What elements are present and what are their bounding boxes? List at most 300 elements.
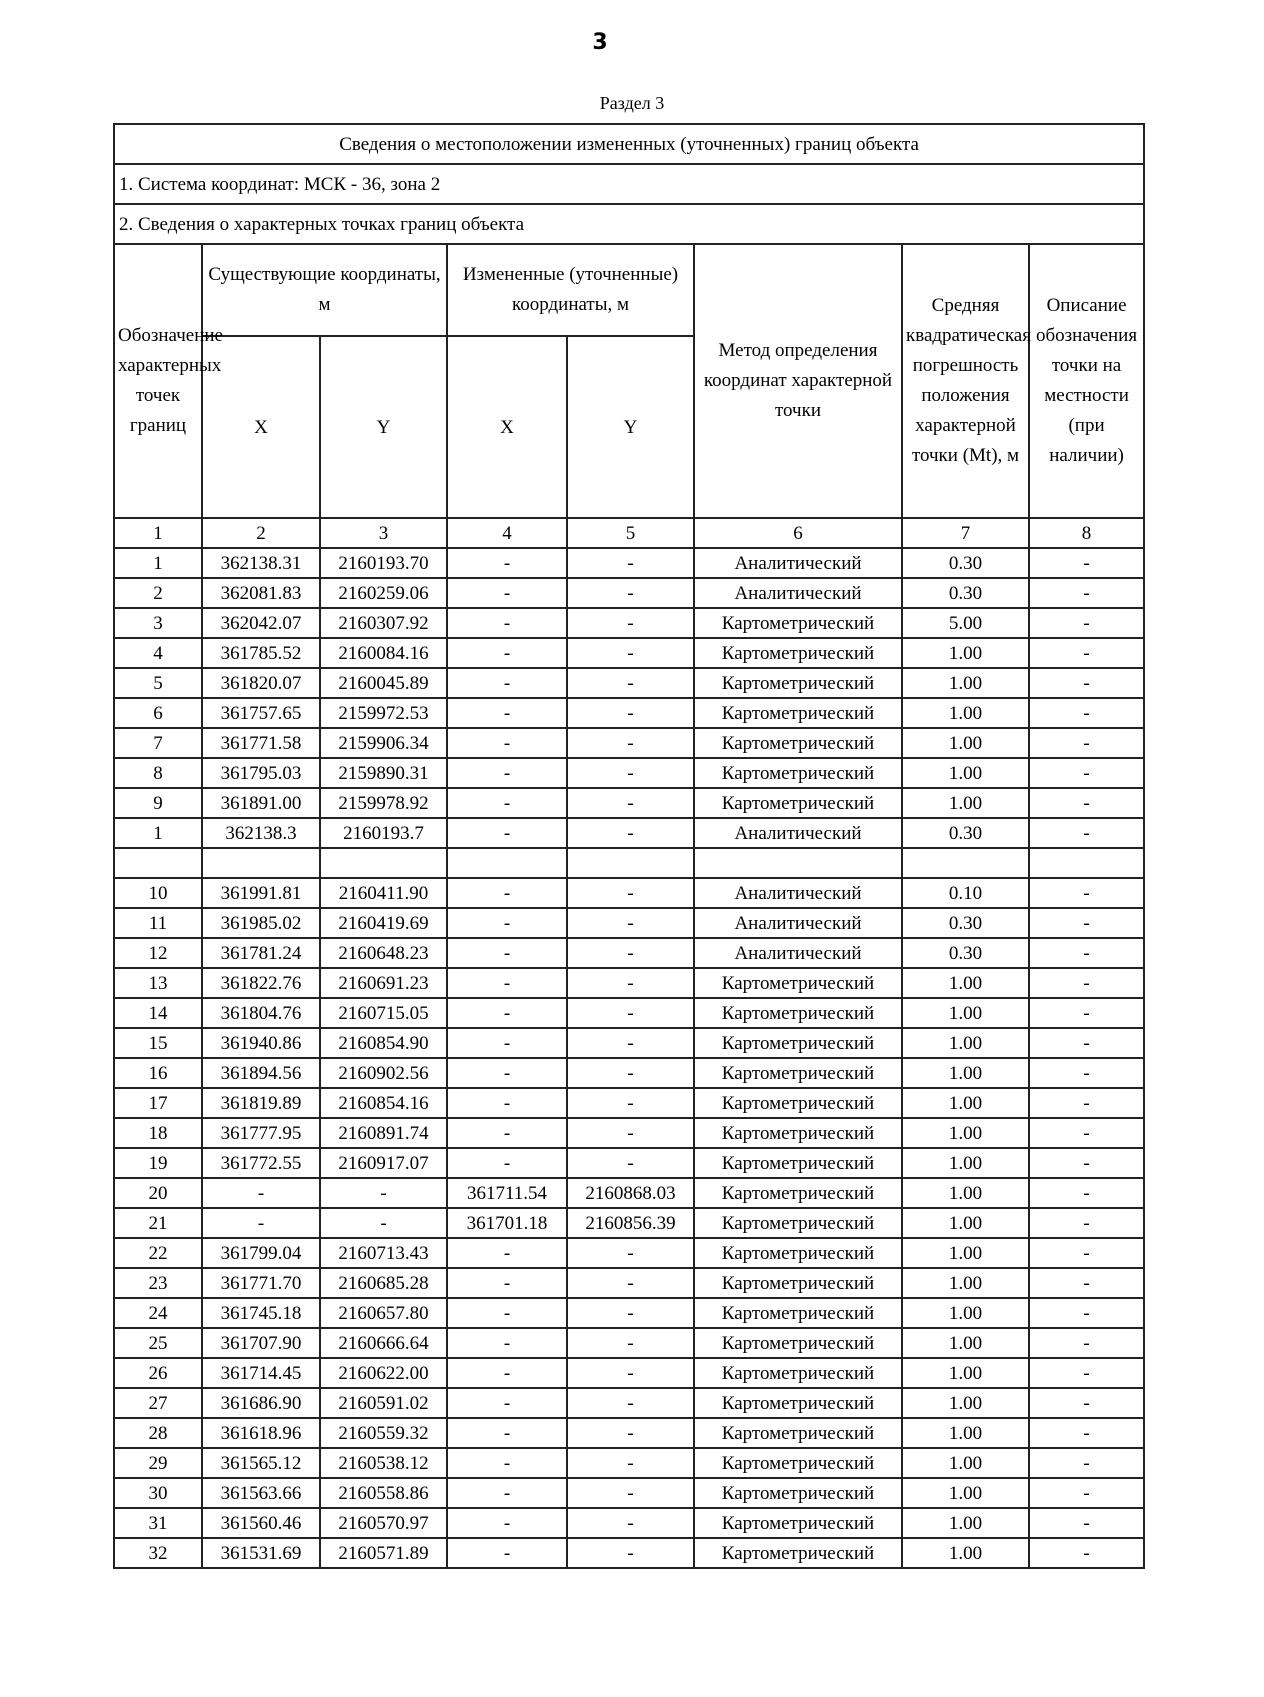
- table-row: [114, 1448, 1144, 1478]
- description-cell: -: [1029, 758, 1144, 788]
- x-existing-cell: 361991.81: [202, 878, 320, 908]
- x-existing-cell: 361795.03: [202, 758, 320, 788]
- table-row: [114, 578, 1144, 608]
- mean-error-cell: 1.00: [902, 698, 1029, 728]
- mean-error-cell: 1.00: [902, 788, 1029, 818]
- y-changed-cell: -: [567, 1418, 694, 1448]
- description-cell: -: [1029, 1538, 1144, 1568]
- method-cell: Картометрический: [694, 998, 902, 1028]
- y-existing-cell: 2160571.89: [320, 1538, 447, 1568]
- method-cell: Картометрический: [694, 1148, 902, 1178]
- y-existing-cell: 2160622.00: [320, 1358, 447, 1388]
- point-id-cell: 6: [114, 698, 202, 728]
- x-changed-cell: -: [447, 728, 567, 758]
- x-changed-cell: -: [447, 818, 567, 848]
- table-row: [114, 728, 1144, 758]
- x-existing-cell: 361771.70: [202, 1268, 320, 1298]
- y-changed-cell: -: [567, 998, 694, 1028]
- y-changed-cell: [567, 848, 694, 878]
- mean-error-cell: 1.00: [902, 1478, 1029, 1508]
- x-changed-cell: -: [447, 1388, 567, 1418]
- mean-error-cell: 0.30: [902, 908, 1029, 938]
- x-changed-cell: -: [447, 1328, 567, 1358]
- description-cell: -: [1029, 1478, 1144, 1508]
- y-existing-cell: 2160854.90: [320, 1028, 447, 1058]
- point-id-cell: 26: [114, 1358, 202, 1388]
- mean-error-cell: 0.30: [902, 548, 1029, 578]
- point-id-cell: 20: [114, 1178, 202, 1208]
- point-id-cell: 18: [114, 1118, 202, 1148]
- point-id-cell: 14: [114, 998, 202, 1028]
- x-changed-cell: -: [447, 908, 567, 938]
- table-row: [114, 1508, 1144, 1538]
- mean-error-cell: 1.00: [902, 1448, 1029, 1478]
- y-changed-cell: -: [567, 1358, 694, 1388]
- mean-error-cell: 1.00: [902, 1538, 1029, 1568]
- description-cell: -: [1029, 1268, 1144, 1298]
- x-changed-cell: -: [447, 698, 567, 728]
- x-existing-cell: 361985.02: [202, 908, 320, 938]
- x-changed-cell: -: [447, 1298, 567, 1328]
- table-row: [114, 1358, 1144, 1388]
- y-changed-cell: 2160868.03: [567, 1178, 694, 1208]
- table-row: [114, 908, 1144, 938]
- method-cell: Картометрический: [694, 638, 902, 668]
- mean-error-cell: [902, 848, 1029, 878]
- mean-error-cell: 1.00: [902, 1028, 1029, 1058]
- y-existing-cell: 2160411.90: [320, 878, 447, 908]
- description-cell: -: [1029, 938, 1144, 968]
- point-id-cell: 28: [114, 1418, 202, 1448]
- points-info: 2. Сведения о характерных точках границ объекта: [114, 204, 1144, 244]
- method-cell: Картометрический: [694, 1208, 902, 1238]
- header-existing-coords: Существующие координаты, м: [202, 244, 447, 336]
- y-existing-cell: 2160902.56: [320, 1058, 447, 1088]
- description-cell: -: [1029, 608, 1144, 638]
- x-existing-cell: 361757.65: [202, 698, 320, 728]
- point-id-cell: 9: [114, 788, 202, 818]
- method-cell: Картометрический: [694, 1118, 902, 1148]
- y-existing-cell: 2160538.12: [320, 1448, 447, 1478]
- point-id-cell: [114, 848, 202, 878]
- y-changed-cell: -: [567, 1118, 694, 1148]
- x-changed-cell: -: [447, 1088, 567, 1118]
- y-existing-cell: 2160657.80: [320, 1298, 447, 1328]
- table-row: [114, 938, 1144, 968]
- x-existing-cell: 361804.76: [202, 998, 320, 1028]
- y-changed-cell: -: [567, 968, 694, 998]
- y-existing-cell: -: [320, 1208, 447, 1238]
- description-cell: -: [1029, 578, 1144, 608]
- x-changed-cell: -: [447, 758, 567, 788]
- section-label: Раздел 3: [599, 93, 665, 113]
- y-changed-cell: -: [567, 938, 694, 968]
- point-id-cell: 15: [114, 1028, 202, 1058]
- y-changed-cell: 2160856.39: [567, 1208, 694, 1238]
- x-changed-cell: -: [447, 1148, 567, 1178]
- x-existing-cell: 361560.46: [202, 1508, 320, 1538]
- point-id-cell: 17: [114, 1088, 202, 1118]
- description-cell: -: [1029, 1358, 1144, 1388]
- mean-error-cell: 1.00: [902, 1508, 1029, 1538]
- point-id-cell: 29: [114, 1448, 202, 1478]
- y-changed-cell: -: [567, 728, 694, 758]
- x-changed-cell: -: [447, 1238, 567, 1268]
- point-id-cell: 4: [114, 638, 202, 668]
- mean-error-cell: 1.00: [902, 638, 1029, 668]
- x-existing-cell: 362138.3: [202, 818, 320, 848]
- table-row: [114, 1538, 1144, 1568]
- description-cell: -: [1029, 1088, 1144, 1118]
- x-changed-cell: [447, 848, 567, 878]
- column-number: 4: [447, 518, 567, 548]
- y-existing-cell: 2160558.86: [320, 1478, 447, 1508]
- table-row: [114, 1238, 1144, 1268]
- y-changed-cell: -: [567, 1328, 694, 1358]
- point-id-cell: 19: [114, 1148, 202, 1178]
- column-number: 2: [202, 518, 320, 548]
- description-cell: -: [1029, 968, 1144, 998]
- point-id-cell: 8: [114, 758, 202, 788]
- point-id-cell: 12: [114, 938, 202, 968]
- method-cell: Картометрический: [694, 1088, 902, 1118]
- table-row: [114, 968, 1144, 998]
- point-id-cell: 10: [114, 878, 202, 908]
- method-cell: Картометрический: [694, 698, 902, 728]
- point-id-cell: 30: [114, 1478, 202, 1508]
- method-cell: Картометрический: [694, 788, 902, 818]
- x-existing-cell: -: [202, 1178, 320, 1208]
- y-changed-cell: -: [567, 638, 694, 668]
- x-changed-cell: -: [447, 668, 567, 698]
- method-cell: Картометрический: [694, 1538, 902, 1568]
- description-cell: -: [1029, 728, 1144, 758]
- point-id-cell: 2: [114, 578, 202, 608]
- y-changed-cell: -: [567, 1388, 694, 1418]
- table-row: [114, 608, 1144, 638]
- coord-system-row: [114, 164, 1144, 204]
- y-changed-cell: -: [567, 548, 694, 578]
- point-id-cell: 11: [114, 908, 202, 938]
- x-existing-cell: 361618.96: [202, 1418, 320, 1448]
- header-description: Описание обозначения точки на местности (при наличии): [1029, 244, 1144, 518]
- x-existing-cell: 362081.83: [202, 578, 320, 608]
- x-changed-cell: -: [447, 1028, 567, 1058]
- x-existing-cell: 361771.58: [202, 728, 320, 758]
- description-cell: -: [1029, 1028, 1144, 1058]
- x-existing-cell: 361785.52: [202, 638, 320, 668]
- table-title: Сведения о местоположении измененных (уточненных) границ объекта: [114, 124, 1144, 164]
- table-row: [114, 1148, 1144, 1178]
- method-cell: Картометрический: [694, 968, 902, 998]
- description-cell: -: [1029, 698, 1144, 728]
- y-existing-cell: 2160193.70: [320, 548, 447, 578]
- method-cell: Картометрический: [694, 1028, 902, 1058]
- y-changed-cell: -: [567, 1148, 694, 1178]
- table-row: [114, 1478, 1144, 1508]
- description-cell: -: [1029, 638, 1144, 668]
- x-changed-cell: -: [447, 1058, 567, 1088]
- separator-row: [114, 848, 1144, 878]
- table-row: [114, 1178, 1144, 1208]
- y-existing-cell: 2160691.23: [320, 968, 447, 998]
- description-cell: -: [1029, 818, 1144, 848]
- method-cell: Аналитический: [694, 818, 902, 848]
- coord-system: 1. Система координат: МСК - 36, зона 2: [114, 164, 1144, 204]
- x-existing-cell: 361563.66: [202, 1478, 320, 1508]
- x-existing-cell: 361565.12: [202, 1448, 320, 1478]
- method-cell: Картометрический: [694, 1478, 902, 1508]
- point-id-cell: 5: [114, 668, 202, 698]
- method-cell: [694, 848, 902, 878]
- description-cell: -: [1029, 1508, 1144, 1538]
- x-changed-cell: 361711.54: [447, 1178, 567, 1208]
- mean-error-cell: 1.00: [902, 1268, 1029, 1298]
- x-existing-cell: 361820.07: [202, 668, 320, 698]
- y-existing-cell: 2160648.23: [320, 938, 447, 968]
- method-cell: Картометрический: [694, 608, 902, 638]
- table-row: [114, 758, 1144, 788]
- x-existing-cell: 361894.56: [202, 1058, 320, 1088]
- x-changed-cell: -: [447, 1448, 567, 1478]
- point-id-cell: 3: [114, 608, 202, 638]
- y-existing-cell: 2160419.69: [320, 908, 447, 938]
- y-changed-cell: -: [567, 668, 694, 698]
- column-number-row: [114, 518, 1144, 548]
- x-changed-cell: -: [447, 578, 567, 608]
- header-designation: Обозначение характерных точек границ: [114, 244, 202, 518]
- header-method: Метод определения координат характерной точки: [694, 244, 902, 518]
- point-id-cell: 25: [114, 1328, 202, 1358]
- method-cell: Аналитический: [694, 938, 902, 968]
- point-id-cell: 21: [114, 1208, 202, 1238]
- y-existing-cell: [320, 848, 447, 878]
- description-cell: -: [1029, 1298, 1144, 1328]
- description-cell: -: [1029, 1238, 1144, 1268]
- method-cell: Картометрический: [694, 1058, 902, 1088]
- x-existing-cell: 362042.07: [202, 608, 320, 638]
- x-existing-cell: 361777.95: [202, 1118, 320, 1148]
- description-cell: [1029, 848, 1144, 878]
- description-cell: -: [1029, 908, 1144, 938]
- mean-error-cell: 1.00: [902, 668, 1029, 698]
- table-row: [114, 818, 1144, 848]
- x-changed-cell: -: [447, 608, 567, 638]
- description-cell: -: [1029, 998, 1144, 1028]
- table-row: [114, 1418, 1144, 1448]
- mean-error-cell: 1.00: [902, 1388, 1029, 1418]
- mean-error-cell: 1.00: [902, 1298, 1029, 1328]
- mean-error-cell: 1.00: [902, 1208, 1029, 1238]
- description-cell: -: [1029, 548, 1144, 578]
- description-cell: -: [1029, 788, 1144, 818]
- y-existing-cell: 2160854.16: [320, 1088, 447, 1118]
- y-changed-cell: -: [567, 1508, 694, 1538]
- point-id-cell: 24: [114, 1298, 202, 1328]
- x-existing-cell: 361707.90: [202, 1328, 320, 1358]
- x-changed-cell: -: [447, 998, 567, 1028]
- description-cell: -: [1029, 1148, 1144, 1178]
- table-row: [114, 1118, 1144, 1148]
- mean-error-cell: 1.00: [902, 968, 1029, 998]
- method-cell: Картометрический: [694, 668, 902, 698]
- x-existing-cell: 361822.76: [202, 968, 320, 998]
- y-changed-cell: -: [567, 1448, 694, 1478]
- x-existing-cell: 361940.86: [202, 1028, 320, 1058]
- x-existing-cell: 362138.31: [202, 548, 320, 578]
- method-cell: Картометрический: [694, 758, 902, 788]
- x-changed-cell: -: [447, 1478, 567, 1508]
- header-x-changed: X: [447, 336, 567, 518]
- method-cell: Картометрический: [694, 1298, 902, 1328]
- method-cell: Картометрический: [694, 1388, 902, 1418]
- method-cell: Картометрический: [694, 1238, 902, 1268]
- points-info-row: [114, 204, 1144, 244]
- x-changed-cell: -: [447, 1358, 567, 1388]
- x-existing-cell: 361799.04: [202, 1238, 320, 1268]
- x-changed-cell: -: [447, 548, 567, 578]
- mean-error-cell: 1.00: [902, 998, 1029, 1028]
- y-changed-cell: -: [567, 908, 694, 938]
- x-existing-cell: 361781.24: [202, 938, 320, 968]
- x-existing-cell: -: [202, 1208, 320, 1238]
- point-id-cell: 1: [114, 548, 202, 578]
- method-cell: Картометрический: [694, 1268, 902, 1298]
- point-id-cell: 16: [114, 1058, 202, 1088]
- x-existing-cell: 361714.45: [202, 1358, 320, 1388]
- table-row: [114, 1058, 1144, 1088]
- mean-error-cell: 1.00: [902, 1148, 1029, 1178]
- y-changed-cell: -: [567, 578, 694, 608]
- x-changed-cell: -: [447, 1508, 567, 1538]
- description-cell: -: [1029, 1178, 1144, 1208]
- x-changed-cell: 361701.18: [447, 1208, 567, 1238]
- y-changed-cell: -: [567, 608, 694, 638]
- y-existing-cell: 2160917.07: [320, 1148, 447, 1178]
- mean-error-cell: 0.30: [902, 818, 1029, 848]
- description-cell: -: [1029, 878, 1144, 908]
- table-row: [114, 1298, 1144, 1328]
- y-existing-cell: 2159890.31: [320, 758, 447, 788]
- method-cell: Картометрический: [694, 1328, 902, 1358]
- x-changed-cell: -: [447, 1118, 567, 1148]
- table-row: [114, 1088, 1144, 1118]
- description-cell: -: [1029, 668, 1144, 698]
- column-number: 3: [320, 518, 447, 548]
- x-changed-cell: -: [447, 1268, 567, 1298]
- method-cell: Картометрический: [694, 1358, 902, 1388]
- mean-error-cell: 1.00: [902, 1238, 1029, 1268]
- table-row: [114, 1268, 1144, 1298]
- y-existing-cell: 2160193.7: [320, 818, 447, 848]
- x-existing-cell: 361745.18: [202, 1298, 320, 1328]
- description-cell: -: [1029, 1058, 1144, 1088]
- point-id-cell: 13: [114, 968, 202, 998]
- header-x-existing: X: [202, 336, 320, 518]
- x-changed-cell: -: [447, 1538, 567, 1568]
- boundary-points-table: [113, 123, 1145, 1569]
- method-cell: Картометрический: [694, 1178, 902, 1208]
- method-cell: Аналитический: [694, 908, 902, 938]
- table-row: [114, 878, 1144, 908]
- y-changed-cell: -: [567, 1238, 694, 1268]
- page-number: 3: [592, 30, 608, 55]
- y-existing-cell: 2159972.53: [320, 698, 447, 728]
- table-row: [114, 788, 1144, 818]
- point-id-cell: 1: [114, 818, 202, 848]
- x-changed-cell: -: [447, 878, 567, 908]
- mean-error-cell: 1.00: [902, 1358, 1029, 1388]
- y-existing-cell: 2160259.06: [320, 578, 447, 608]
- y-changed-cell: -: [567, 1028, 694, 1058]
- method-cell: Аналитический: [694, 878, 902, 908]
- column-number: 7: [902, 518, 1029, 548]
- table-row: [114, 668, 1144, 698]
- point-id-cell: 32: [114, 1538, 202, 1568]
- description-cell: -: [1029, 1118, 1144, 1148]
- description-cell: -: [1029, 1448, 1144, 1478]
- column-number: 1: [114, 518, 202, 548]
- column-number: 8: [1029, 518, 1144, 548]
- y-changed-cell: -: [567, 1268, 694, 1298]
- method-cell: Картометрический: [694, 1448, 902, 1478]
- y-existing-cell: 2160891.74: [320, 1118, 447, 1148]
- description-cell: -: [1029, 1208, 1144, 1238]
- x-existing-cell: 361891.00: [202, 788, 320, 818]
- y-existing-cell: -: [320, 1178, 447, 1208]
- y-changed-cell: -: [567, 1058, 694, 1088]
- x-changed-cell: -: [447, 788, 567, 818]
- header-row-top: [114, 244, 1144, 336]
- y-existing-cell: 2160045.89: [320, 668, 447, 698]
- table-row: [114, 1208, 1144, 1238]
- method-cell: Картометрический: [694, 1508, 902, 1538]
- method-cell: Аналитический: [694, 548, 902, 578]
- column-number: 5: [567, 518, 694, 548]
- y-existing-cell: 2160084.16: [320, 638, 447, 668]
- mean-error-cell: 1.00: [902, 1178, 1029, 1208]
- y-changed-cell: -: [567, 788, 694, 818]
- y-existing-cell: 2160713.43: [320, 1238, 447, 1268]
- y-changed-cell: -: [567, 818, 694, 848]
- x-existing-cell: [202, 848, 320, 878]
- y-existing-cell: 2160591.02: [320, 1388, 447, 1418]
- x-existing-cell: 361772.55: [202, 1148, 320, 1178]
- point-id-cell: 7: [114, 728, 202, 758]
- header-y-existing: Y: [320, 336, 447, 518]
- y-changed-cell: -: [567, 1538, 694, 1568]
- x-existing-cell: 361531.69: [202, 1538, 320, 1568]
- table-row: [114, 998, 1144, 1028]
- table-row: [114, 1388, 1144, 1418]
- table-title-row: [114, 124, 1144, 164]
- mean-error-cell: 0.30: [902, 578, 1029, 608]
- description-cell: -: [1029, 1328, 1144, 1358]
- y-changed-cell: -: [567, 758, 694, 788]
- description-cell: -: [1029, 1388, 1144, 1418]
- y-existing-cell: 2160715.05: [320, 998, 447, 1028]
- y-existing-cell: 2159906.34: [320, 728, 447, 758]
- x-changed-cell: -: [447, 638, 567, 668]
- mean-error-cell: 1.00: [902, 758, 1029, 788]
- mean-error-cell: 5.00: [902, 608, 1029, 638]
- y-changed-cell: -: [567, 698, 694, 728]
- point-id-cell: 23: [114, 1268, 202, 1298]
- mean-error-cell: 1.00: [902, 1418, 1029, 1448]
- y-existing-cell: 2160685.28: [320, 1268, 447, 1298]
- x-changed-cell: -: [447, 968, 567, 998]
- method-cell: Картометрический: [694, 728, 902, 758]
